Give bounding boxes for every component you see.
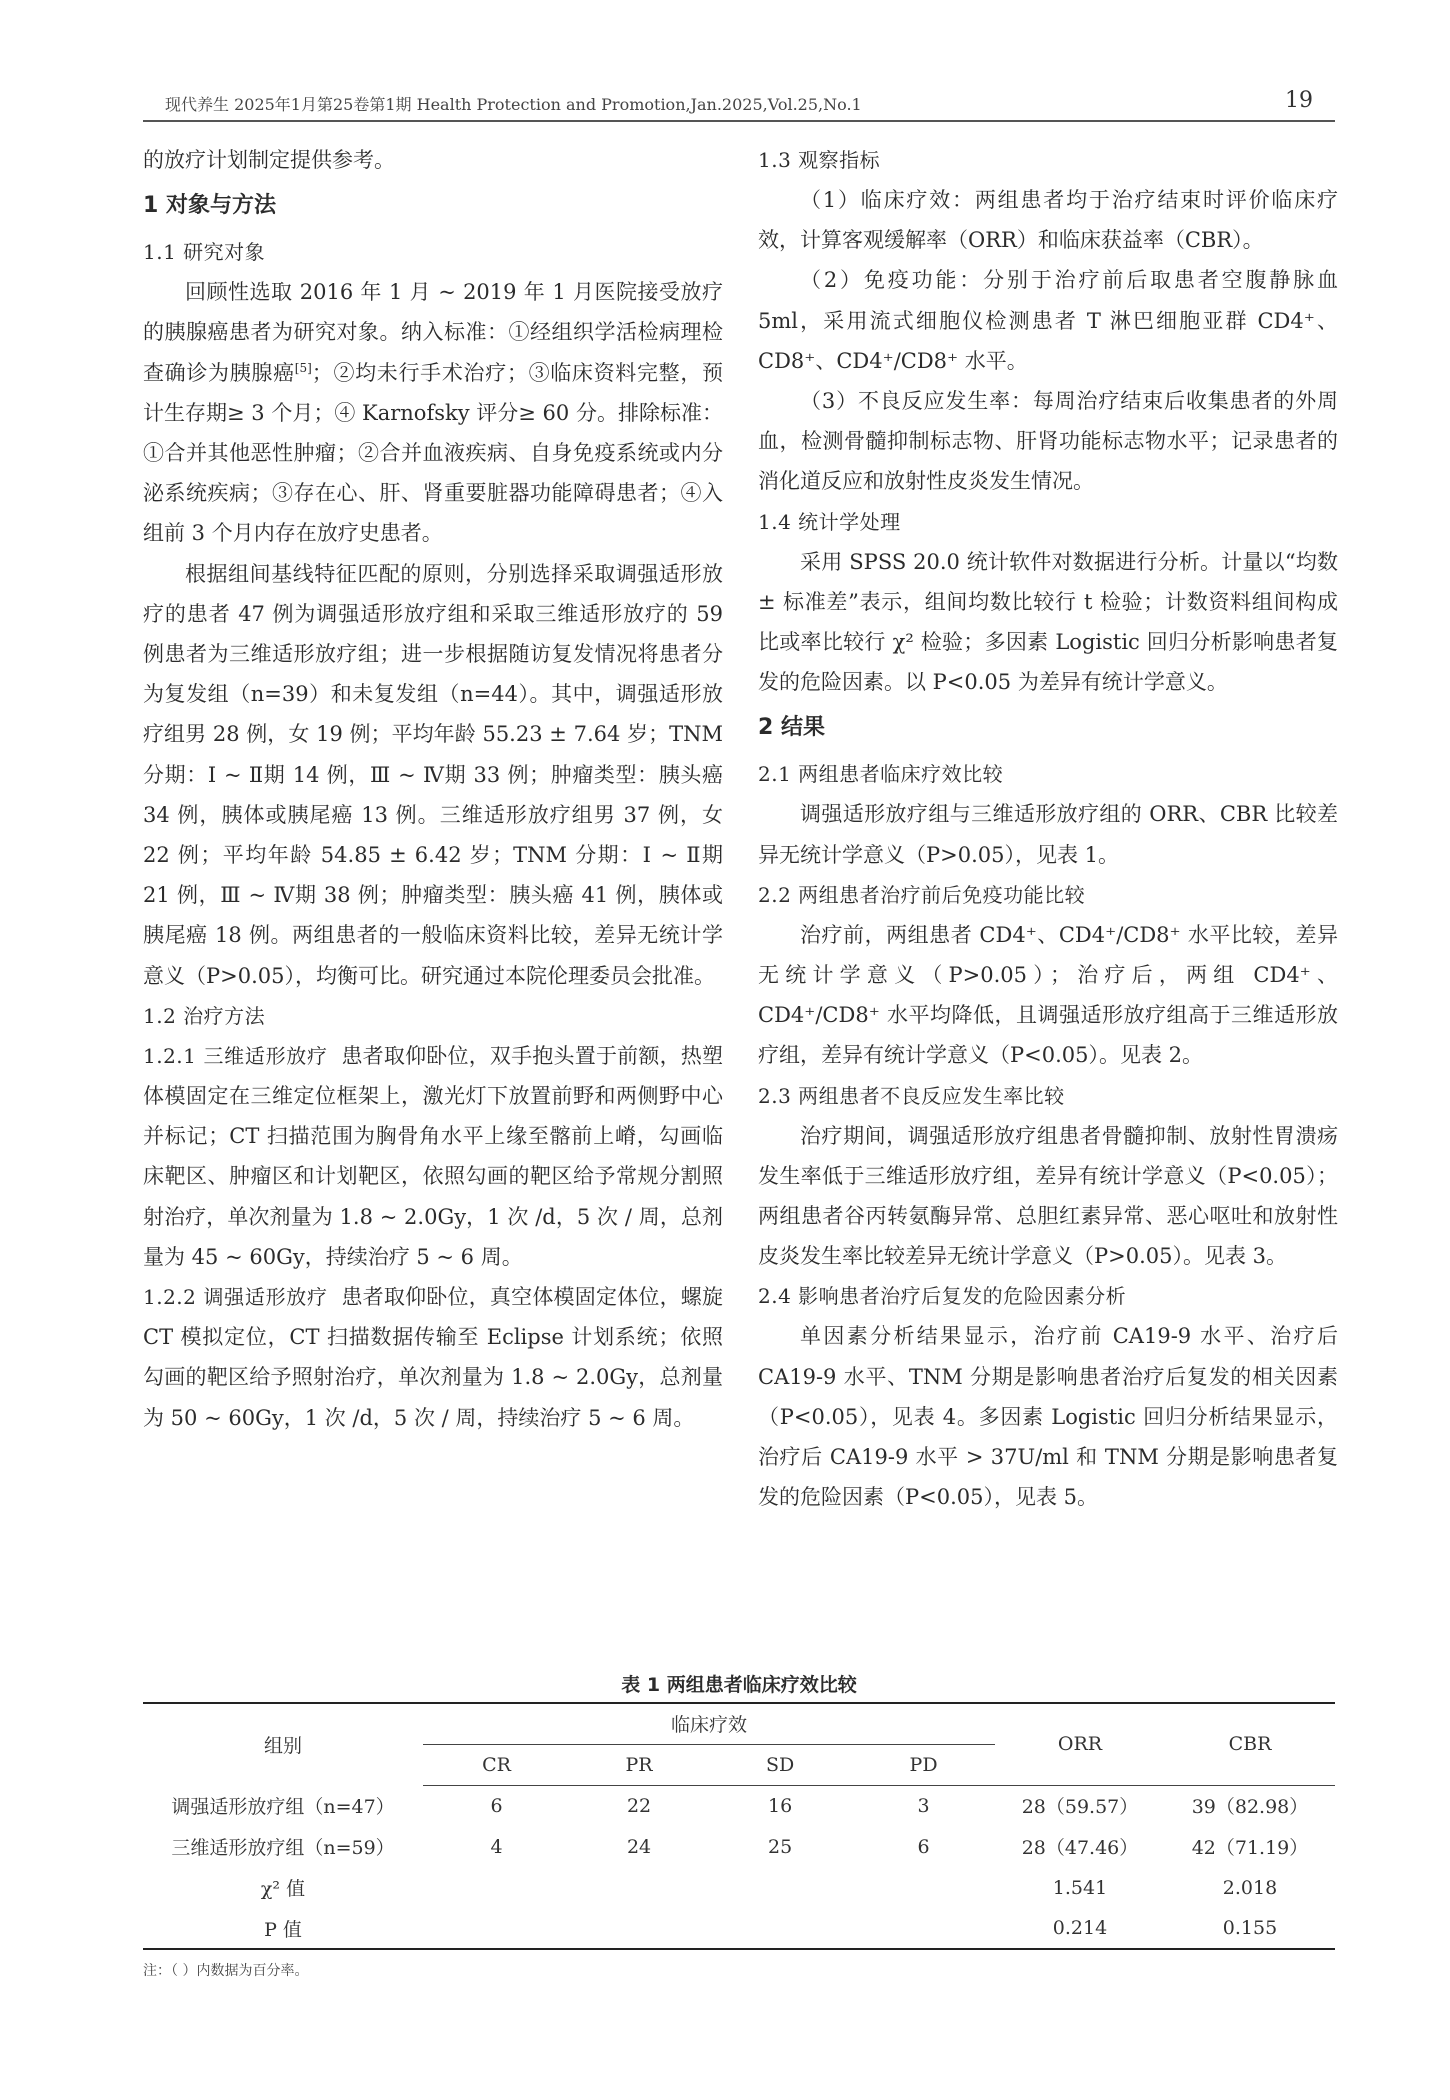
subsection-heading: 1.3 观察指标 — [758, 148, 881, 172]
col-header-efficacy: 临床疗效 — [423, 1703, 995, 1744]
subsection-heading: 1.4 统计学处理 — [758, 509, 901, 534]
paragraph: 采用 SPSS 20.0 统计软件对数据进行分析。计量以“均数 ± 标准差”表示，组间均数比较行 t 检验；计数资料组间构成比或率比较行 χ² 检验；多因素 Logistic 回归分析影响患者复发的危险因素。以 P<0.05 为差异有统计学意义。 — [758, 549, 1338, 695]
right-column — [758, 140, 1338, 1517]
table-row: χ² 值 1.541 2.018 — [260, 1876, 1278, 1900]
paragraph: 根据组间基线特征匹配的原则，分别选择采取调强适形放疗的患者 47 例为调强适形放疗组和采取三维适形放疗的 59 例患者为三维适形放疗组；进一步根据随访复发情况将患者分为复发组（n=39）和未复发组（n=44）。其中，调强适形放疗组男 28 例，女 19 例；平均年龄 55.23 ± 7.64 岁；TNM 分期：Ⅰ ~ Ⅱ期 14 例，Ⅲ ~ Ⅳ期 33 例；肿瘤类型：胰头癌 34 例，胰体或胰尾癌 13 例。三维适形放疗组男 37 例，女 22 例；平均年龄 54.85 ± 6.42 岁；TNM 分期：Ⅰ ~ Ⅱ期 21 例，Ⅲ ~ Ⅳ期 38 例；肿瘤类型：胰头癌 41 例，胰体或胰尾癌 18 例。两组患者的一般临床资料比较，差异无统计学意义（P>0.05），均衡可比。研究通过本院伦理委员会批准。 — [143, 561, 723, 988]
efficacy-table — [143, 1702, 1335, 1950]
paragraph: 回顾性选取 2016 年 1 月 ~ 2019 年 1 月医院接受放疗的胰腺癌患者为研究对象。纳入标准：①经组织学活检病理检查确诊为胰腺癌[5]；②均未行手术治疗；③临床资料完整，预计生存期≥ 3 个月；④ Karnofsky 评分≥ 60 分。排除标准：①合并其他恶性肿瘤；②合并血液疾病、自身免疫系统或内分泌系统疾病；③存在心、肝、肾重要脏器功能障碍患者；④入组前 3 个月内存在放疗史患者。 — [143, 280, 724, 546]
paragraph: 调强适形放疗组与三维适形放疗组的 ORR、CBR 比较差异无统计学意义（P>0.05），见表 1。 — [758, 802, 1338, 867]
subsection-heading: 1.2 治疗方法 — [143, 1003, 266, 1028]
col-header-pr: PR — [570, 1744, 708, 1785]
col-header-sd: SD — [708, 1744, 852, 1785]
paragraph: （2）免疫功能：分别于治疗前后取患者空腹静脉血 5ml，采用流式细胞仪检测患者 T 淋巴细胞亚群 CD4⁺、CD8⁺、CD4⁺/CD8⁺ 水平。 — [758, 268, 1338, 373]
subsection-heading: 2.4 影响患者治疗后复发的危险因素分析 — [758, 1284, 1127, 1309]
paragraph: 治疗前，两组患者 CD4⁺、CD4⁺/CD8⁺ 水平比较，差异无统计学意义（P>0.05）；治疗后，两组 CD4⁺、CD4⁺/CD8⁺ 水平均降低，且调强适形放疗组高于三维适形放疗组，差异有统计学意义（P<0.05）。见表 2。 — [758, 922, 1338, 1068]
table-1 — [143, 1668, 1335, 1980]
table-note: 注：（ ）内数据为百分率。 — [143, 1963, 309, 1979]
table-caption: 表 1 两组患者临床疗效比较 — [621, 1674, 857, 1696]
subsubsection-heading: 1.2.1 三维适形放疗 — [143, 1043, 328, 1068]
section-heading: 2 结果 — [758, 715, 825, 741]
paragraph: 1.2.2 调强适形放疗 患者取仰卧位，真空体模固定体位，螺旋 CT 模拟定位，CT 扫描数据传输至 Eclipse 计划系统；依照勾画的靶区给予照射治疗，单次剂量为 1.8 ~ 2.0Gy，总剂量为 50 ~ 60Gy，1 次 /d，5 次 / 周，持续治疗 5 ~ 6 周。 — [143, 1285, 723, 1430]
col-header-cbr: CBR — [1165, 1703, 1335, 1785]
running-header — [143, 88, 1335, 122]
table-row: 调强适形放疗组（n=47） 6 22 16 3 28（59.57） 39（82.98） — [171, 1794, 1309, 1819]
paragraph: （1）临床疗效：两组患者均于治疗结束时评价临床疗效，计算客观缓解率（ORR）和临床获益率（CBR）。 — [758, 188, 1338, 253]
subsubsection-heading: 1.2.2 调强适形放疗 — [143, 1285, 328, 1310]
journal-info: 现代养生 2025年1月第25卷第1期 Health Protection and Promotion,Jan.2025,Vol.25,No.1 — [165, 95, 862, 114]
table-row: 三维适形放疗组（n=59） 4 24 25 6 28（47.46） 42（71.19） — [171, 1835, 1309, 1859]
paragraph: （3）不良反应发生率：每周治疗结束后收集患者的外周血，检测骨髓抑制标志物、肝肾功能标志物水平；记录患者的消化道反应和放射性皮炎发生情况。 — [758, 389, 1338, 494]
subsection-heading: 2.3 两组患者不良反应发生率比较 — [758, 1083, 1065, 1108]
section-heading: 1 对象与方法 — [143, 193, 276, 219]
paragraph: 治疗期间，调强适形放疗组患者骨髓抑制、放射性胃溃疡发生率低于三维适形放疗组，差异有统计学意义（P<0.05）；两组患者谷丙转氨酶异常、总胆红素异常、恶心呕吐和放射性皮炎发生率比较差异无统计学意义（P>0.05）。见表 3。 — [758, 1123, 1338, 1269]
paragraph: 1.2.1 三维适形放疗 患者取仰卧位，双手抱头置于前额，热塑体模固定在三维定位框架上，激光灯下放置前野和两侧野中心并标记；CT 扫描范围为胸骨角水平上缘至髂前上嵴，勾画临床靶区、肿瘤区和计划靶区，依照勾画的靶区给予常规分割照射治疗，单次剂量为 1.8 ~ 2.0Gy，1 次 /d，5 次 / 周，总剂量为 45 ~ 60Gy，持续治疗 5 ~ 6 周。 — [143, 1043, 723, 1269]
col-header-orr: ORR — [995, 1703, 1165, 1785]
paragraph: 的放疗计划制定提供参考。 — [143, 148, 395, 172]
paragraph: 单因素分析结果显示，治疗前 CA19-9 水平、治疗后 CA19-9 水平、TNM 分期是影响患者治疗后复发的相关因素（P<0.05），见表 4。多因素 Logistic 回归分析结果显示，治疗后 CA19-9 水平 > 37U/ml 和 TNM 分期是影响患者复发的危险因素（P<0.05），见表 5。 — [758, 1324, 1338, 1510]
page-number: 19 — [1285, 88, 1313, 113]
subsection-heading: 2.2 两组患者治疗前后免疫功能比较 — [758, 882, 1086, 907]
table-row: P 值 0.214 0.155 — [143, 1908, 1335, 1949]
col-header-cr: CR — [423, 1744, 570, 1785]
subsection-heading: 2.1 两组患者临床疗效比较 — [758, 762, 1004, 787]
citation: [5] — [294, 360, 312, 375]
col-header-pd: PD — [852, 1744, 995, 1785]
col-header-group: 组别 — [143, 1703, 423, 1785]
subsection-heading: 1.1 研究对象 — [143, 240, 266, 265]
left-column — [143, 140, 723, 1438]
